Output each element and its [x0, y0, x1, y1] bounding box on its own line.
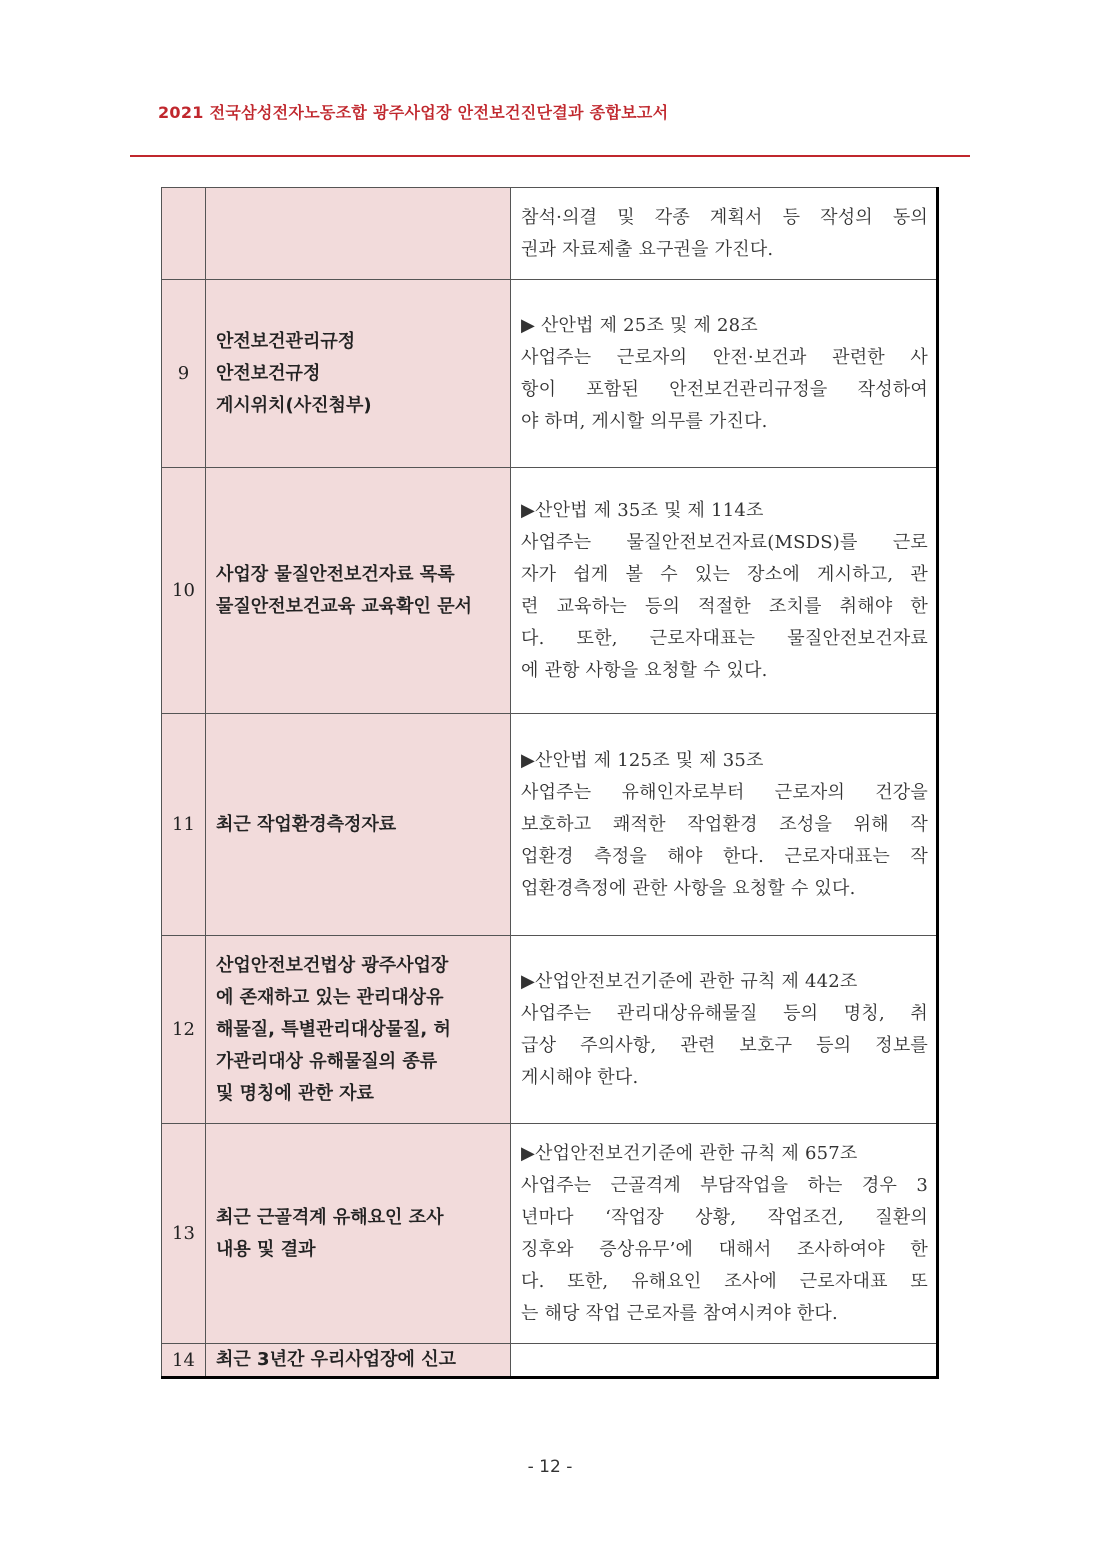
legal-basis-cell: [511, 1344, 938, 1378]
legal-description-line: 게시해야 한다.: [521, 1066, 639, 1088]
legal-reference-line: ▶산업안전보건기준에 관한 규칙 제 657조: [521, 1142, 858, 1164]
legal-description-line: 사업주는 근로자의 안전·보건과 관련한 사: [521, 346, 928, 368]
legal-basis-cell: [511, 714, 938, 936]
legal-description-line: 업환경 측정을 해야 한다. 근로자대표는 작: [521, 845, 928, 867]
required-document-cell: [206, 1344, 511, 1378]
table-row: [162, 936, 938, 1124]
row-number: 14: [162, 1344, 206, 1378]
legal-basis-cell: [511, 1124, 938, 1344]
row-number: 11: [162, 714, 206, 936]
legal-description-line: 급상 주의사항, 관련 보호구 등의 정보를: [521, 1034, 928, 1056]
legal-description-line: 항이 포함된 안전보건관리규정을 작성하여: [521, 378, 928, 400]
legal-description-line: 보호하고 쾌적한 작업환경 조성을 위해 작: [521, 813, 928, 835]
legal-description-line: 에 관항 사항을 요청할 수 있다.: [521, 659, 768, 681]
table-row: [162, 1344, 938, 1378]
required-document-line: 및 명칭에 관한 자료: [216, 1082, 374, 1104]
table-row: [162, 188, 938, 280]
legal-reference-line: ▶산안법 제 35조 및 제 114조: [521, 499, 764, 521]
required-document-line: 물질안전보건교육 교육확인 문서: [216, 595, 472, 617]
required-document-line: 최근 근골격계 유해요인 조사: [216, 1206, 444, 1228]
table-row: [162, 280, 938, 468]
legal-description-line: 징후와 증상유무’에 대해서 조사하여야 한: [521, 1238, 928, 1260]
legal-description-line: 권과 자료제출 요구권을 가진다.: [521, 238, 774, 260]
row-number: [162, 188, 206, 280]
legal-description-line: 사업주는 관리대상유해물질 등의 명칭, 취: [521, 1002, 928, 1024]
required-document-line: 해물질, 특별관리대상물질, 허: [216, 1018, 451, 1040]
legal-basis-cell: [511, 280, 938, 468]
page-number: - 12 -: [527, 1457, 573, 1477]
document-header-title: 2021 전국삼성전자노동조합 광주사업장 안전보건진단결과 종합보고서: [158, 103, 669, 122]
header-divider: [130, 155, 970, 157]
required-document-cell: [206, 714, 511, 936]
table-row: [162, 468, 938, 714]
required-document-line: 사업장 물질안전보건자료 목록: [216, 563, 455, 585]
legal-description-line: 년마다 ‘작업장 상황, 작업조건, 질환의: [521, 1206, 928, 1228]
legal-basis-cell: [511, 468, 938, 714]
table-row: [162, 1124, 938, 1344]
required-document-cell: [206, 188, 511, 280]
legal-description-line: 련 교육하는 등의 적절한 조치를 취해야 한: [521, 595, 928, 617]
required-document-line: 최근 작업환경측정자료: [216, 813, 397, 835]
required-document-line: 안전보건규정: [216, 362, 321, 384]
legal-description-line: 다. 또한, 근로자대표는 물질안전보건자료: [521, 627, 928, 649]
legal-description-line: 사업주는 물질안전보건자료(MSDS)를 근로: [521, 531, 928, 553]
legal-description-line: 는 해당 작업 근로자를 참여시켜야 한다.: [521, 1302, 838, 1324]
requirements-table: [161, 187, 939, 1379]
legal-description-line: 자가 쉽게 볼 수 있는 장소에 게시하고, 관: [521, 563, 928, 585]
required-document-line: 게시위치(사진첨부): [216, 394, 372, 416]
legal-description-line: 사업주는 유해인자로부터 근로자의 건강을: [521, 781, 928, 803]
required-document-line: 산업안전보건법상 광주사업장: [216, 954, 449, 976]
table-row: [162, 714, 938, 936]
required-document-cell: [206, 936, 511, 1124]
required-document-cell: [206, 280, 511, 468]
row-number: 12: [162, 936, 206, 1124]
required-document-cell: [206, 1124, 511, 1344]
row-number: 10: [162, 468, 206, 714]
legal-description-line: 사업주는 근골격계 부담작업을 하는 경우 3: [521, 1174, 928, 1196]
legal-basis-cell: [511, 936, 938, 1124]
required-document-line: 내용 및 결과: [216, 1238, 316, 1260]
required-document-line: 안전보건관리규정: [216, 330, 356, 352]
legal-description-line: 참석·의결 및 각종 계획서 등 작성의 동의: [521, 206, 928, 228]
row-number: 13: [162, 1124, 206, 1344]
required-document-line: 에 존재하고 있는 관리대상유: [216, 986, 444, 1008]
required-document-cell: [206, 468, 511, 714]
legal-reference-line: ▶산안법 제 125조 및 제 35조: [521, 749, 764, 771]
legal-description-line: 야 하며, 게시할 의무를 가진다.: [521, 410, 768, 432]
legal-description-line: 업환경측정에 관한 사항을 요청할 수 있다.: [521, 877, 856, 899]
required-document-line: 최근 3년간 우리사업장에 신고: [216, 1349, 456, 1370]
legal-description-line: 다. 또한, 유해요인 조사에 근로자대표 또: [521, 1270, 928, 1292]
required-document-line: 가관리대상 유해물질의 종류: [216, 1050, 438, 1072]
row-number: 9: [162, 280, 206, 468]
legal-reference-line: ▶산업안전보건기준에 관한 규칙 제 442조: [521, 970, 858, 992]
legal-basis-cell: [511, 188, 938, 280]
legal-reference-line: ▶ 산안법 제 25조 및 제 28조: [521, 314, 758, 336]
